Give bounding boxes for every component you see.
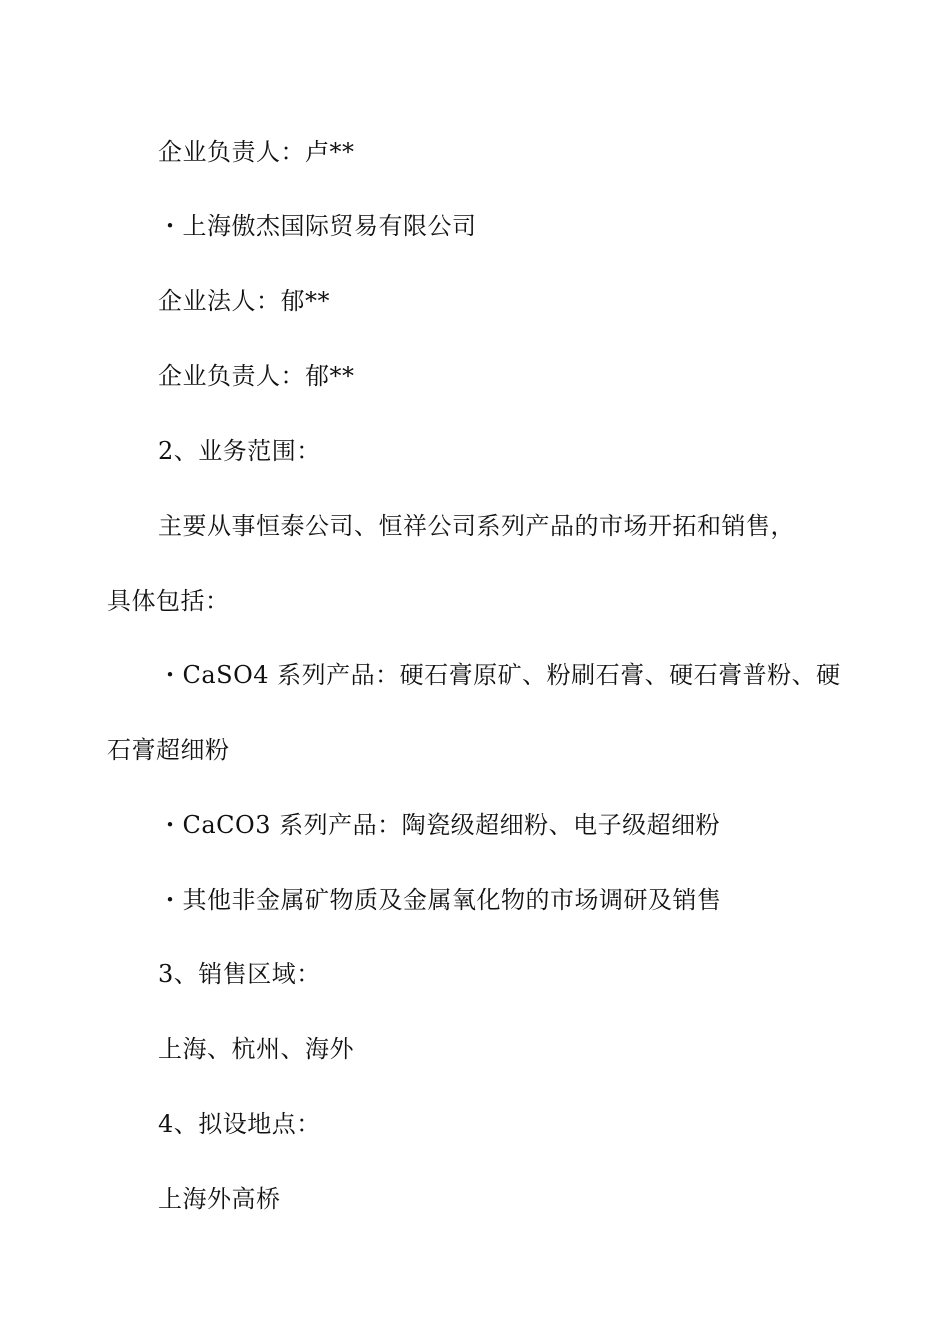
- other-products: ・其他非金属矿物质及金属氧化物的市场调研及销售: [158, 886, 722, 914]
- section-heading-business-scope: 2、业务范围：: [158, 437, 321, 465]
- sales-region-value: 上海、杭州、海外: [158, 1035, 354, 1063]
- caso4-products-line-2: 石膏超细粉: [107, 736, 230, 764]
- caco3-products: ・CaCO3 系列产品：陶瓷级超细粉、电子级超细粉: [158, 811, 721, 839]
- caso4-products-line-1: ・CaSO4 系列产品：硬石膏原矿、粉刷石膏、硬石膏普粉、硬: [158, 661, 841, 689]
- section-heading-sales-region: 3、销售区域：: [158, 960, 321, 988]
- enterprise-head-lu: 企业负责人：卢**: [158, 138, 355, 166]
- enterprise-head-yu: 企业负责人：郁**: [158, 362, 355, 390]
- company-name-aojie: ・上海傲杰国际贸易有限公司: [158, 212, 477, 240]
- proposed-location-value: 上海外高桥: [158, 1185, 281, 1213]
- business-scope-paragraph-line-1: 主要从事恒泰公司、恒祥公司系列产品的市场开拓和销售，: [158, 512, 795, 540]
- section-heading-proposed-location: 4、拟设地点：: [158, 1110, 321, 1138]
- enterprise-legal-person-yu: 企业法人：郁**: [158, 287, 330, 315]
- business-scope-paragraph-line-2: 具体包括：: [107, 587, 230, 615]
